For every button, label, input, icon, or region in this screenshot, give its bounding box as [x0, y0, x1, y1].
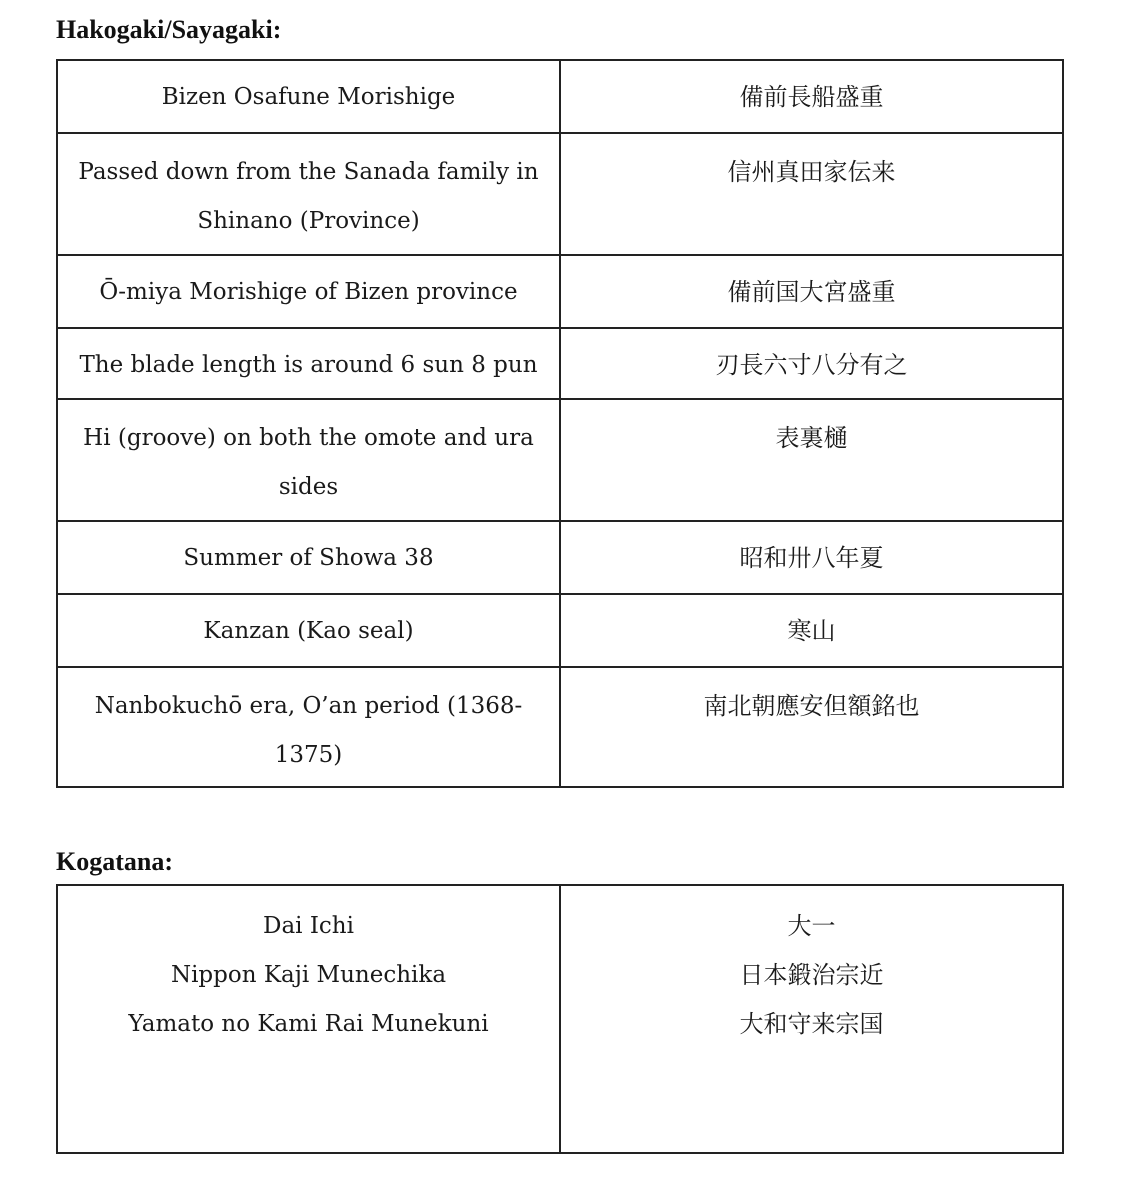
table-row	[57, 399, 1063, 521]
table-row	[57, 667, 1063, 787]
kogatana-heading: Kogatana:	[56, 847, 173, 876]
table-row	[57, 60, 1063, 133]
english-cell: Passed down from the Sanada family in Shinano (Province)	[57, 133, 560, 255]
japanese-line: 大和守来宗国	[739, 1010, 884, 1038]
japanese-cell: 昭和卅八年夏	[560, 521, 1063, 594]
hakogaki-table	[56, 59, 1064, 788]
table-row	[57, 133, 1063, 255]
table-row	[57, 594, 1063, 667]
japanese-cell: 表裏樋	[560, 399, 1063, 521]
japanese-cell: 備前国大宮盛重	[560, 255, 1063, 328]
kogatana-table	[56, 884, 1064, 1154]
english-cell	[57, 885, 560, 1153]
table-row	[57, 521, 1063, 594]
english-cell: Nanbokuchō era, O’an period (1368-1375)	[57, 667, 560, 787]
english-line: Dai Ichi	[263, 913, 354, 939]
table-row	[57, 885, 1063, 1153]
english-cell: The blade length is around 6 sun 8 pun	[57, 328, 560, 399]
table-row	[57, 255, 1063, 328]
english-cell: Hi (groove) on both the omote and ura sides	[57, 399, 560, 521]
english-line: Yamato no Kami Rai Munekuni	[128, 1011, 489, 1037]
japanese-cell: 刃長六寸八分有之	[560, 328, 1063, 399]
english-line: Nippon Kaji Munechika	[170, 962, 447, 988]
japanese-cell: 南北朝應安但額銘也	[560, 667, 1063, 787]
japanese-line: 大一	[787, 912, 836, 940]
hakogaki-heading: Hakogaki/Sayagaki:	[56, 15, 282, 44]
english-cell: Kanzan (Kao seal)	[57, 594, 560, 667]
japanese-cell: 信州真田家伝来	[560, 133, 1063, 255]
japanese-cell	[560, 885, 1063, 1153]
japanese-line: 日本鍛治宗近	[739, 961, 884, 989]
japanese-cell: 寒山	[560, 594, 1063, 667]
japanese-cell: 備前長船盛重	[560, 60, 1063, 133]
english-cell: Bizen Osafune Morishige	[57, 60, 560, 133]
table-row	[57, 328, 1063, 399]
english-cell: Summer of Showa 38	[57, 521, 560, 594]
english-cell: Ō-miya Morishige of Bizen province	[57, 255, 560, 328]
